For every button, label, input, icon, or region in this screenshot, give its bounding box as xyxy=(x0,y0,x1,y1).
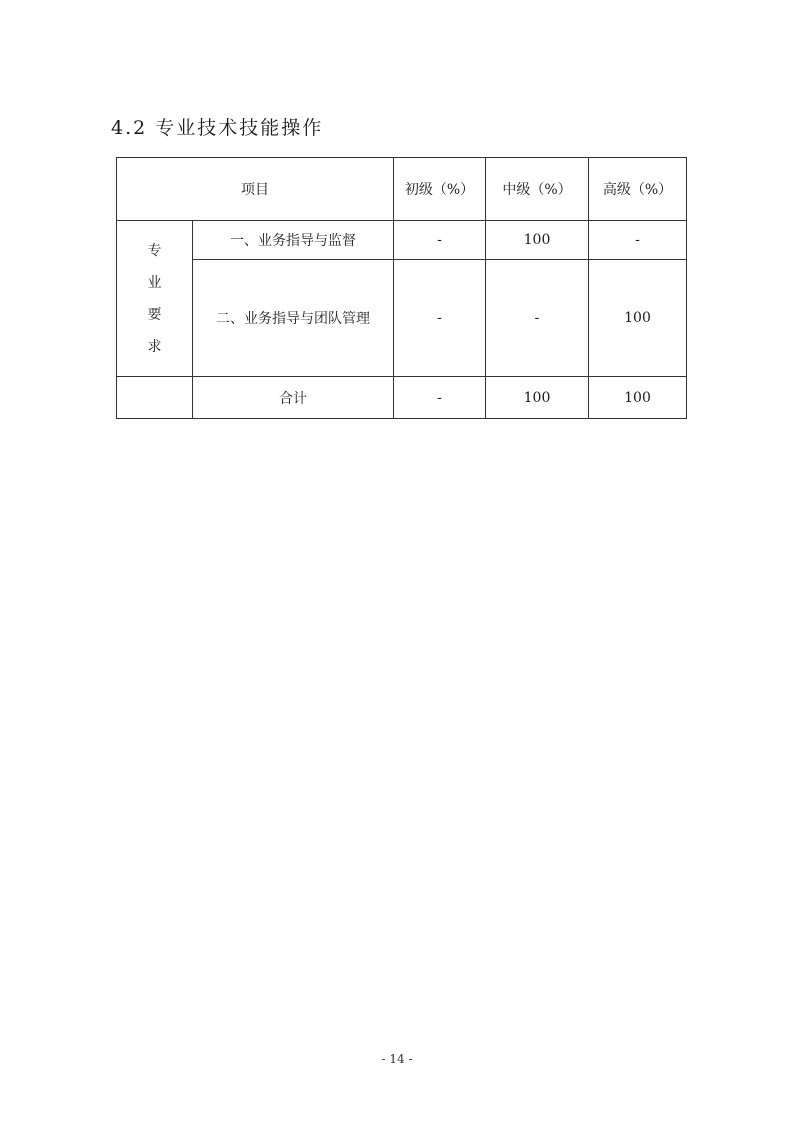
row-senior: 100 xyxy=(589,260,687,377)
row-intermediate: 100 xyxy=(486,221,589,260)
table-header-row xyxy=(117,158,687,221)
row-junior: - xyxy=(394,260,486,377)
row-senior: - xyxy=(589,221,687,260)
table-row xyxy=(117,221,687,260)
total-senior: 100 xyxy=(589,377,687,419)
category-char: 要 xyxy=(147,306,162,323)
table-row xyxy=(117,260,687,377)
total-empty-cell xyxy=(117,377,193,419)
total-name: 合计 xyxy=(193,377,394,419)
header-junior: 初级（%） xyxy=(394,158,486,221)
category-professional-requirements xyxy=(117,221,193,377)
section-title: 4.2 专业技术技能操作 xyxy=(111,117,324,139)
total-row xyxy=(117,377,687,419)
header-item: 项目 xyxy=(117,158,394,221)
row-name: 一、业务指导与监督 xyxy=(193,221,394,260)
skill-weight-table xyxy=(116,157,687,419)
header-senior: 高级（%） xyxy=(589,158,687,221)
category-char: 专 xyxy=(147,242,162,259)
category-char: 求 xyxy=(147,338,162,355)
total-junior: - xyxy=(394,377,486,419)
header-intermediate: 中级（%） xyxy=(486,158,589,221)
row-junior: - xyxy=(394,221,486,260)
total-intermediate: 100 xyxy=(486,377,589,419)
row-intermediate: - xyxy=(486,260,589,377)
category-char: 业 xyxy=(147,274,162,291)
row-name: 二、业务指导与团队管理 xyxy=(193,260,394,377)
page-number: - 14 - xyxy=(381,1052,413,1066)
